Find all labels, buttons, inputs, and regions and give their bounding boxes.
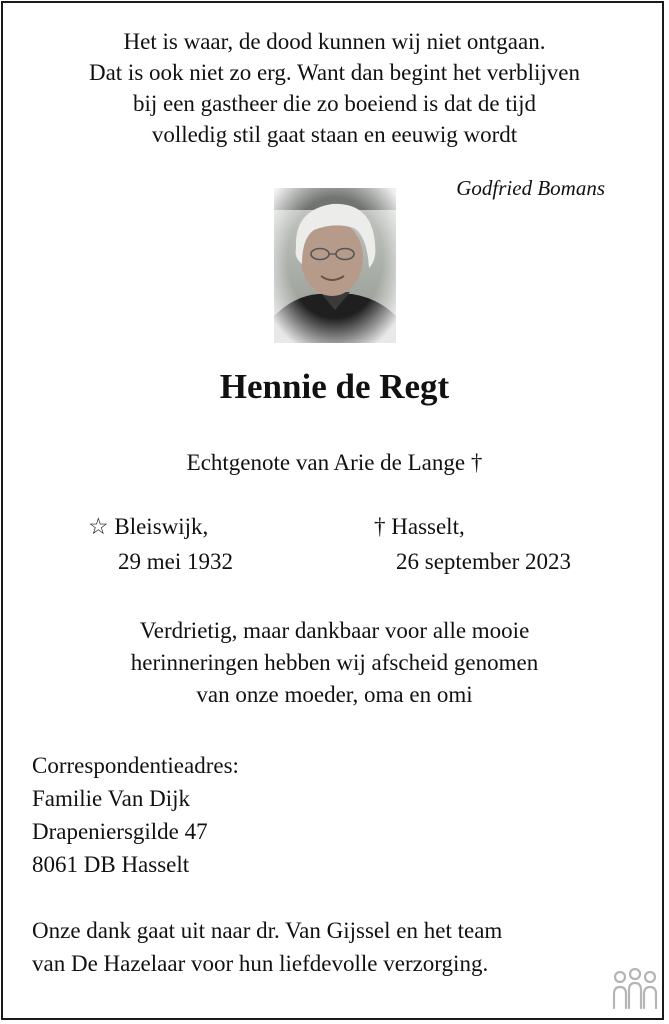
birth-date: 29 mei 1932 [118, 549, 233, 574]
address-label: Correspondentieadres: [32, 753, 239, 778]
poem-author: Godfried Bomans [456, 176, 605, 200]
poem-line: volledig stil gaat staan en eeuwig wordt [151, 122, 518, 147]
thanks-line: van De Hazelaar voor hun liefdevolle verzorging. [32, 951, 489, 976]
address-line: Familie Van Dijk [32, 786, 191, 811]
family-people-icon [610, 968, 660, 1010]
message-line: herinneringen hebben wij afscheid genomen [130, 650, 539, 675]
address-line: 8061 DB Hasselt [32, 852, 190, 877]
address-line: Drapeniersgilde 47 [32, 819, 208, 844]
family-message [0, 615, 669, 711]
thanks-line: Onze dank gaat uit naar dr. Van Gijssel en het team [32, 918, 503, 943]
death-date: 26 september 2023 [396, 549, 572, 574]
deceased-name: Hennie de Regt [219, 367, 450, 406]
correspondence-address [32, 749, 239, 881]
portrait-image [274, 188, 396, 343]
thanks-note [32, 914, 502, 980]
poem-line: Het is waar, de dood kunnen wij niet ontgaan. [123, 29, 546, 54]
poem-line: bij een gastheer die zo boeiend is dat de tijd [132, 91, 536, 116]
poem-line: Dat is ook niet zo erg. Want dan begint het verblijven [88, 60, 581, 85]
portrait-photo [274, 188, 396, 343]
death-place: † Hasselt, [374, 514, 465, 539]
poem [0, 26, 669, 150]
message-line: van onze moeder, oma en omi [196, 682, 473, 707]
spouse-relation: Echtgenote van Arie de Lange † [186, 450, 483, 475]
message-line: Verdrietig, maar dankbaar voor alle mooie [139, 618, 530, 643]
birth-place: ☆ Bleiswijk, [88, 514, 209, 539]
